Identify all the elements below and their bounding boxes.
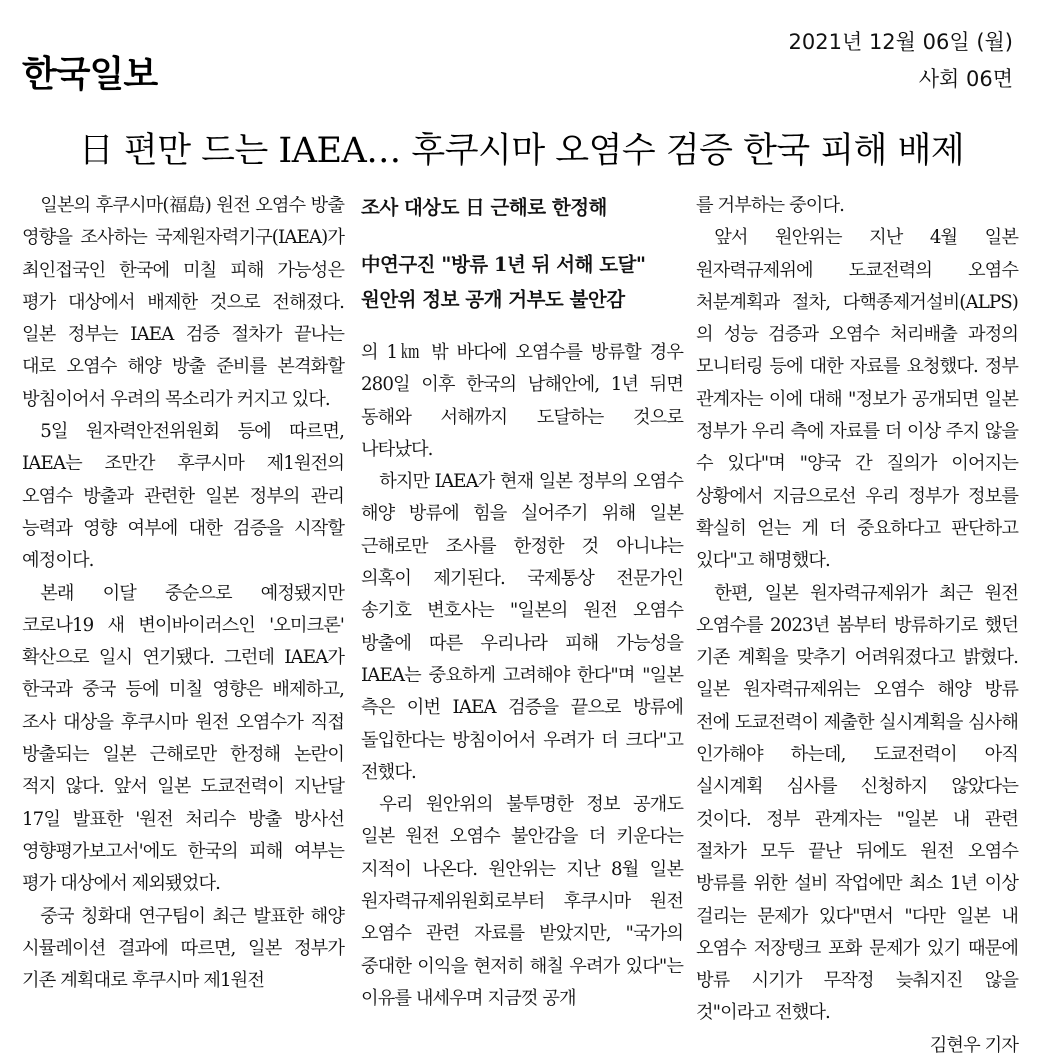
newspaper-masthead: 한국일보 — [22, 54, 158, 95]
article-paragraph: 중국 칭화대 연구팀이 최근 발표한 해양 시뮬레이션 결과에 따르면, 일본 정부가 기존 계획대로 후쿠시마 제1원전 — [22, 905, 344, 992]
article-subhead: 中연구진 "방류 1년 뒤 서해 도달" — [361, 253, 646, 276]
article-subhead: 조사 대상도 日 근해로 한정해 — [361, 196, 607, 219]
article-paragraph: 하지만 IAEA가 현재 일본 정부의 오염수 해양 방류에 힘을 실어주기 위해 일본 근해로만 조사를 한정한 것 아니냐는 의혹이 제기된다. 국제통상 전문가인 송기호 변호사는 "일본의 원전 오염수 방출에 따른 우리나라 피해 가능성을 IAEA는 중요하게 고려해야 한다"며 "일본 측은 이번 IAEA 검증을 끝으로 방류에 돌입한다는 방침이어서 우려가 더 크다"고 전했다. — [361, 471, 683, 783]
article-paragraph: 앞서 원안위는 지난 4월 일본 원자력규제위에 도쿄전력의 오염수 처분계획과 절차, 다핵종제거설비(ALPS)의 성능 검증과 오염수 처리배출 과정의 모니터링 등에 대한 자료를 요청했다. 정부 관계자는 이에 대해 "정보가 공개되면 일본 정부가 우리 측에 자료를 더 이상 주지 않을 수 있다"며 "양국 간 질의가 이어지는 상황에서 지금으로선 우리 정부가 정보를 확실히 얻는 게 더 중요하다고 판단하고 있다"고 해명했다. — [696, 227, 1018, 572]
publication-date: 2021년 12월 06일 (월) — [788, 30, 1013, 54]
article-column-3 — [696, 190, 1018, 1062]
article-paragraph: 우리 원안위의 불투명한 정보 공개도 일본 원전 오염수 불안감을 더 키운다는 지적이 나온다. 원안위는 지난 8월 일본 원자력규제위원회로부터 후쿠시마 원전 오염수 관련 자료를 받았지만, "국가의 중대한 이익을 현저히 해칠 우려가 있다"는 이유를 내세우며 지금껏 공개 — [361, 794, 683, 1009]
article-subhead: 원안위 정보 공개 거부도 불안감 — [361, 288, 625, 311]
reporter-byline: 김현우 기자 — [929, 1034, 1018, 1056]
article-column-2 — [361, 190, 683, 1015]
article-paragraph-continued: 를 거부하는 중이다. — [696, 195, 844, 216]
byline-row — [696, 1030, 1018, 1062]
article-paragraph: 한편, 일본 원자력규제위가 최근 원전 오염수를 2023년 봄부터 방류하기로 했던 기존 계획을 맞추기 어려워졌다고 밝혔다. 일본 원자력규제위는 오염수 해양 방류 전에 도쿄전력이 제출한 실시계획을 심사해 인가해야 하는데, 도쿄전력이 아직 실시계획 심사를 신청하지 않았다는 것이다. 정부 관계자는 "일본 내 관련 절차가 모두 끝난 뒤에도 원전 오염수 방류를 위한 설비 작업에만 최소 1년 이상 걸리는 문제가 있다"면서 "다만 일본 내 오염수 저장탱크 포화 문제가 있기 때문에 방류 시기가 무작정 늦춰지진 않을 것"이라고 전했다. — [696, 582, 1018, 1024]
article-column-1 — [22, 190, 344, 997]
article-paragraph-continued: 의 1㎞ 밖 바다에 오염수를 방류할 경우 280일 이후 한국의 남해안에, 1년 뒤면 동해와 서해까지 도달하는 것으로 나타났다. — [361, 342, 683, 460]
article-paragraph: 5일 원자력안전위원회 등에 따르면, IAEA는 조만간 후쿠시마 제1원전의 오염수 방출과 관련한 일본 정부의 관리 능력과 영향 여부에 대한 검증을 시작할 예정이다. — [22, 421, 344, 572]
article-paragraph: 일본의 후쿠시마(福島) 원전 오염수 방출 영향을 조사하는 국제원자력기구(IAEA)가 최인접국인 한국에 미칠 피해 가능성은 평가 대상에서 배제한 것으로 전해졌다. 일본 정부는 IAEA 검증 절차가 끝나는 대로 오염수 해양 방출 준비를 본격화할 방침이어서 우려의 목소리가 커지고 있다. — [22, 195, 344, 410]
section-page-label: 사회 06면 — [918, 67, 1013, 91]
article-headline: 日 편만 드는 IAEA… 후쿠시마 오염수 검증 한국 피해 배제 — [78, 131, 965, 172]
article-paragraph: 본래 이달 중순으로 예정됐지만 코로나19 새 변이바이러스인 '오미크론' 확산으로 일시 연기됐다. 그런데 IAEA가 한국과 중국 등에 미칠 영향은 배제하고, 조사 대상을 후쿠시마 원전 오염수가 직접 방출되는 일본 근해로만 한정해 논란이 적지 않다. 앞서 일본 도쿄전력이 지난달 17일 발표한 '원전 처리수 방출 방사선 영향평가보고서'에도 한국의 피해 여부는 평가 대상에서 제외됐었다. — [22, 582, 344, 895]
